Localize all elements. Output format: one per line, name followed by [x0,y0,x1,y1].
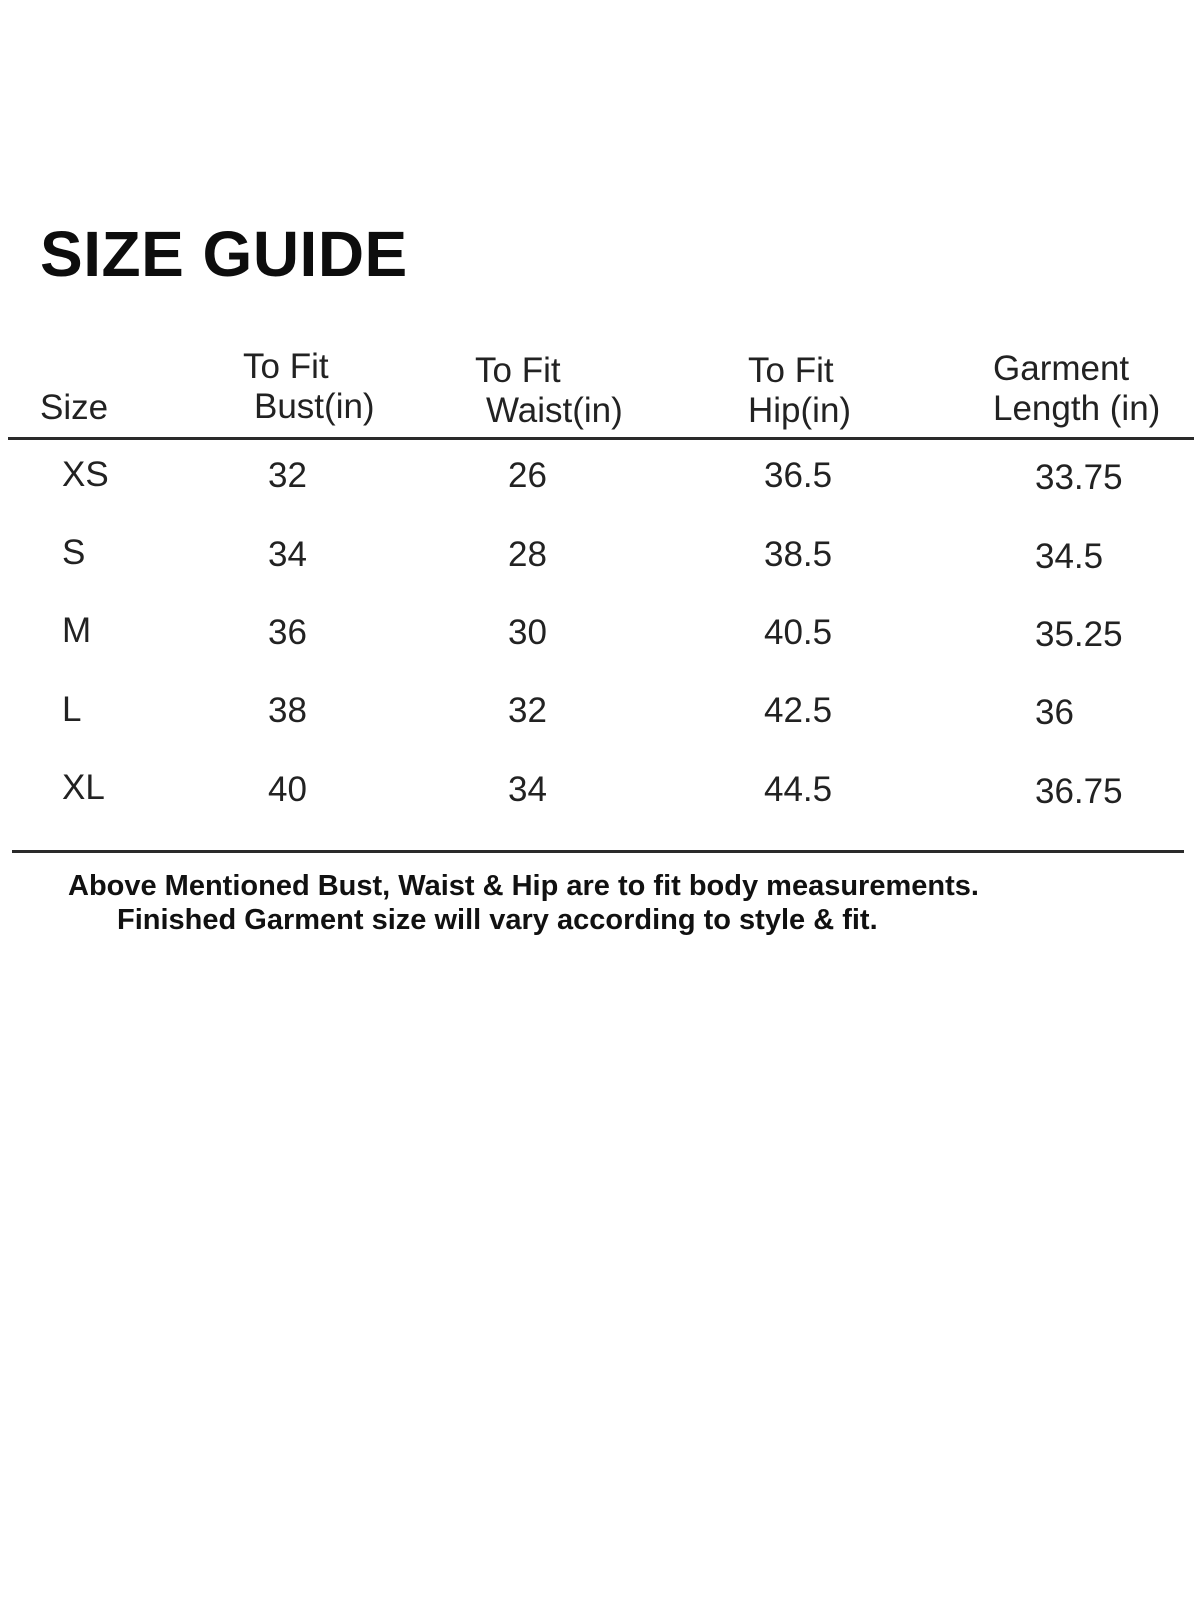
header-waist-line1: To Fit [475,351,561,390]
row-hip: 44.5 [764,770,833,809]
row-length: 33.75 [1035,458,1123,497]
row-bust: 32 [268,456,307,495]
measurement-note-line2: Finished Garment size will vary according to style & fit. [117,904,878,936]
header-size-label: Size [40,388,109,427]
row-waist: 26 [508,456,547,495]
row-waist: 32 [508,691,547,730]
row-size: XL [62,768,105,807]
header-hip-line2: Hip(in) [748,391,852,430]
row-bust: 34 [268,535,307,574]
footer-divider [12,850,1184,853]
header-waist-line2: Waist(in) [486,391,623,430]
row-bust: 40 [268,770,307,809]
row-hip: 40.5 [764,613,833,652]
row-hip: 42.5 [764,691,833,730]
row-length: 34.5 [1035,537,1104,576]
header-length [993,349,1160,429]
row-length: 35.25 [1035,615,1123,654]
row-length: 36 [1035,693,1074,732]
row-bust: 38 [268,691,307,730]
row-size: XS [62,455,109,494]
header-bust-line1: To Fit [243,347,329,386]
measurement-note-line1: Above Mentioned Bust, Waist & Hip are to fit body measurements. [68,870,979,902]
row-size: M [62,611,92,650]
header-waist [475,351,623,431]
header-size [40,388,108,428]
row-waist: 30 [508,613,547,652]
row-hip: 38.5 [764,535,833,574]
row-size: L [62,690,82,729]
header-length-line2: Length (in) [993,389,1161,428]
row-bust: 36 [268,613,307,652]
header-bust-line2: Bust(in) [254,387,375,426]
header-bust [243,347,375,427]
row-waist: 28 [508,535,547,574]
header-length-line1: Garment [993,349,1130,388]
header-hip-line1: To Fit [748,351,834,390]
header-hip [748,351,851,431]
row-hip: 36.5 [764,456,833,495]
page-title: SIZE GUIDE [40,218,408,290]
header-divider [8,437,1194,440]
row-size: S [62,533,86,572]
row-waist: 34 [508,770,547,809]
row-length: 36.75 [1035,772,1123,811]
